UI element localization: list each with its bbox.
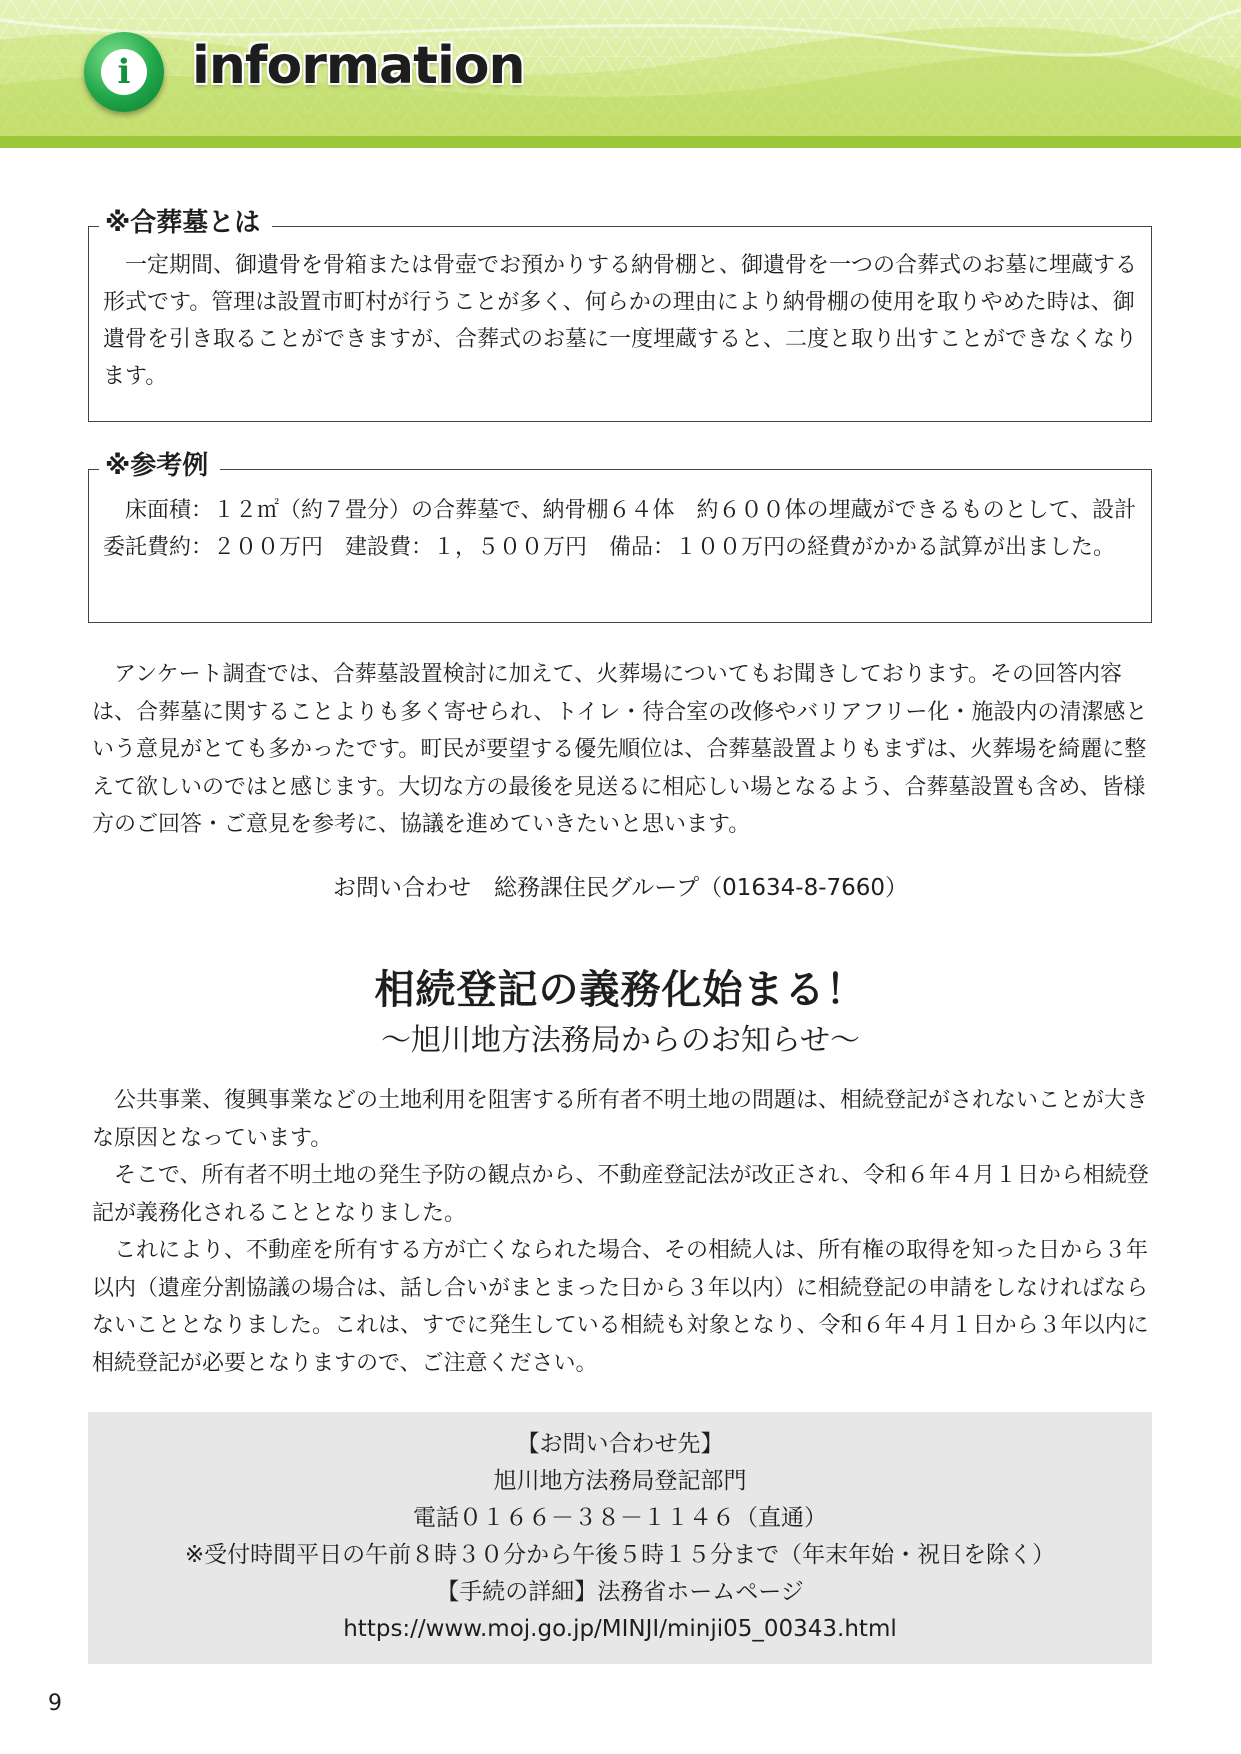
article-paragraph-3: これにより、不動産を所有する方が亡くなられた場合、その相続人は、所有権の取得を知った日から３年以内（遺産分割協議の場合は、話し合いがまとまった日から３年以内）に相続登記の申請をしなければならないこととなりました。これは、すでに発生している相続も対象となり、令和６年４月１日から３年以内に相続登記が必要となりますので、ご注意ください。 xyxy=(92,1238,1149,1376)
gassoubo-box-title: ※合葬墓とは xyxy=(99,203,272,243)
page-number: 9 xyxy=(48,1691,62,1716)
reference-box-body xyxy=(103,492,1137,566)
article-paragraph-2: そこで、所有者不明土地の発生予防の観点から、不動産登記法が改正され、令和６年４月１日から相続登記が義務化されることとなりました。 xyxy=(92,1163,1149,1226)
gassoubo-definition-box xyxy=(88,208,1152,422)
article-subheadline: ～旭川地方法務局からのお知らせ～ xyxy=(380,1023,861,1058)
header-banner xyxy=(0,0,1241,148)
contact-box-heading: 【お問い合わせ先】 xyxy=(516,1431,724,1457)
contact-box-office: 旭川地方法務局登記部門 xyxy=(493,1468,747,1494)
information-icon xyxy=(84,32,164,112)
banner-bottom-bar xyxy=(0,136,1241,148)
article-headline: 相続登記の義務化始まる！ xyxy=(374,967,867,1013)
contact-box-url-link[interactable]: https://www.moj.go.jp/MINJI/minji05_00343.html xyxy=(343,1616,897,1642)
gassoubo-box-body xyxy=(103,247,1137,395)
contact-box-details-heading: 【手続の詳細】法務省ホームページ xyxy=(436,1579,804,1605)
reference-example-box xyxy=(88,451,1152,623)
information-icon-glyph: i xyxy=(101,49,147,95)
article-paragraph-1: 公共事業、復興事業などの土地利用を阻害する所有者不明土地の問題は、相続登記がされないことが大きな原因となっています。 xyxy=(92,1088,1149,1151)
contact-box-phone: 電話０１６６－３８－１１４６（直通） xyxy=(413,1505,827,1531)
reference-box-title: ※参考例 xyxy=(99,446,220,486)
contact-info-box xyxy=(88,1412,1152,1664)
gassoubo-box-text: 一定期間、御遺骨を骨箱または骨壺でお預かりする納骨棚と、御遺骨を一つの合葬式のお墓に埋蔵する形式です。管理は設置市町村が行うことが多く、何らかの理由により納骨棚の使用を取りやめた時は、御遺骨を引き取ることができますが、合葬式のお墓に一度埋蔵すると、二度と取り出すことができなくなります。 xyxy=(103,253,1138,389)
survey-paragraph: アンケート調査では、合葬墓設置検討に加えて、火葬場についてもお聞きしております。その回答内容は、合葬墓に関することよりも多く寄せられ、トイレ・待合室の改修やバリアフリー化・施設内の清潔感という意見がとても多かったです。町民が要望する優先順位は、合葬墓設置よりもまずは、火葬場を綺麗に整えて欲しいのではと感じます。大切な方の最後を見送るに相応しい場となるよう、合葬墓設置も含め、皆様方のご回答・ご意見を参考に、協議を進めていきたいと思います。 xyxy=(92,662,1148,837)
contact-line: お問い合わせ 総務課住民グループ（01634-8-7660） xyxy=(332,875,909,901)
reference-box-text: 床面積：１２㎡（約７畳分）の合葬墓で、納骨棚６４体 約６００体の埋蔵ができるものとして、設計委託費約：２００万円 建設費：１，５００万円 備品：１００万円の経費がかかる試算が出ました。 xyxy=(103,498,1137,560)
banner-wave-pattern xyxy=(0,0,1241,136)
contact-box-hours: ※受付時間平日の午前８時３０分から午後５時１５分まで（年末年始・祝日を除く） xyxy=(184,1542,1056,1568)
banner-title: information xyxy=(192,36,525,96)
